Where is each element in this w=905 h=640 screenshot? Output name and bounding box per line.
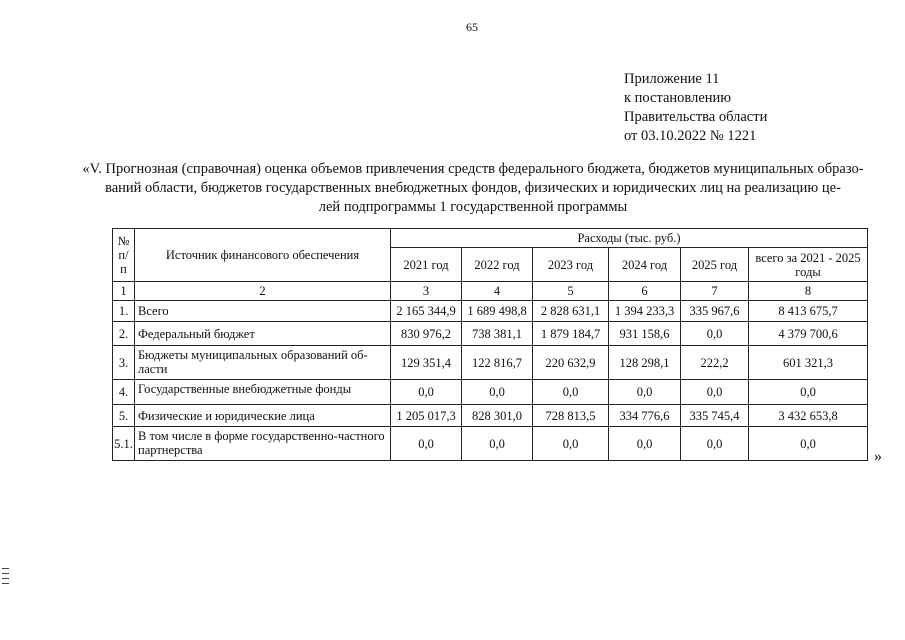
cell-2023: 0,0	[533, 427, 609, 461]
appendix-line: к постановлению	[624, 90, 732, 106]
cell-2025: 0,0	[681, 322, 749, 346]
cell-2024: 1 394 233,3	[609, 301, 681, 322]
cell-2021: 830 976,2	[391, 322, 462, 346]
cell-total: 4 379 700,6	[749, 322, 868, 346]
cell-2024: 931 158,6	[609, 322, 681, 346]
heading-line: «V. Прогнозная (справочная) оценка объемов привлечения средств федерального бюджета, бюджетов муниципальных образо-	[82, 161, 864, 177]
col-header-total: всего за 2021 - 2025 годы	[749, 248, 868, 282]
col-number: 6	[609, 282, 681, 301]
col-header-source: Источник финансового обеспечения	[135, 229, 391, 282]
row-num: 1.	[113, 301, 135, 322]
cell-total: 3 432 653,8	[749, 405, 868, 427]
row-num: 3.	[113, 346, 135, 380]
cell-2021: 1 205 017,3	[391, 405, 462, 427]
cell-2024: 128 298,1	[609, 346, 681, 380]
section-heading	[62, 160, 884, 217]
cell-2021: 129 351,4	[391, 346, 462, 380]
row-source: Федеральный бюджет	[135, 322, 391, 346]
scan-margin-marks	[2, 568, 9, 588]
cell-2025: 335 745,4	[681, 405, 749, 427]
col-header-num: № п/п	[113, 229, 135, 282]
col-header-year: 2021 год	[391, 248, 462, 282]
cell-total: 0,0	[749, 380, 868, 405]
heading-line: ваний области, бюджетов государственных внебюджетных фондов, физических и юридических лиц на реализацию це-	[105, 180, 841, 196]
col-header-year: 2025 год	[681, 248, 749, 282]
cell-2025: 335 967,6	[681, 301, 749, 322]
cell-2024: 334 776,6	[609, 405, 681, 427]
col-number: 5	[533, 282, 609, 301]
col-header-year: 2023 год	[533, 248, 609, 282]
row-num: 2.	[113, 322, 135, 346]
cell-2022: 738 381,1	[462, 322, 533, 346]
table-row	[113, 380, 868, 405]
table-row	[113, 346, 868, 380]
col-number: 3	[391, 282, 462, 301]
table-row	[113, 301, 868, 322]
row-source: Всего	[135, 301, 391, 322]
row-num: 5.	[113, 405, 135, 427]
col-number: 8	[749, 282, 868, 301]
cell-2021: 0,0	[391, 380, 462, 405]
heading-line: лей подпрограммы 1 государственной программы	[318, 199, 628, 215]
cell-2023: 728 813,5	[533, 405, 609, 427]
col-header-year: 2022 год	[462, 248, 533, 282]
cell-2023: 0,0	[533, 380, 609, 405]
cell-2022: 1 689 498,8	[462, 301, 533, 322]
cell-2021: 0,0	[391, 427, 462, 461]
table-row	[113, 405, 868, 427]
cell-2023: 2 828 631,1	[533, 301, 609, 322]
cell-2025: 0,0	[681, 380, 749, 405]
col-header-expenses: Расходы (тыс. руб.)	[391, 229, 868, 248]
col-number: 7	[681, 282, 749, 301]
cell-2024: 0,0	[609, 427, 681, 461]
row-source: Физические и юридические лица	[135, 405, 391, 427]
row-num: 5.1.	[113, 427, 135, 461]
row-source: В том числе в форме государственно-частного партнерства	[135, 427, 391, 461]
table-row	[113, 322, 868, 346]
financing-table	[112, 228, 868, 461]
cell-2022: 122 816,7	[462, 346, 533, 380]
appendix-block	[624, 70, 767, 146]
cell-2023: 220 632,9	[533, 346, 609, 380]
row-num: 4.	[113, 380, 135, 405]
cell-2022: 0,0	[462, 427, 533, 461]
cell-2025: 222,2	[681, 346, 749, 380]
cell-2023: 1 879 184,7	[533, 322, 609, 346]
appendix-line: Правительства области	[624, 109, 768, 125]
row-source: Бюджеты муниципальных образований об-ласти	[135, 346, 391, 380]
cell-2024: 0,0	[609, 380, 681, 405]
appendix-date: от 03.10.2022 № 1221	[624, 128, 757, 144]
col-number: 4	[462, 282, 533, 301]
table-row	[113, 427, 868, 461]
closing-quote: »	[874, 448, 882, 465]
col-number: 2	[135, 282, 391, 301]
cell-total: 0,0	[749, 427, 868, 461]
col-number: 1	[113, 282, 135, 301]
cell-2021: 2 165 344,9	[391, 301, 462, 322]
appendix-title: Приложение 11	[624, 71, 720, 87]
row-source: Государственные внебюджетные фонды	[135, 380, 391, 405]
page-number: 65	[466, 20, 478, 34]
cell-total: 601 321,3	[749, 346, 868, 380]
cell-2022: 0,0	[462, 380, 533, 405]
cell-total: 8 413 675,7	[749, 301, 868, 322]
cell-2022: 828 301,0	[462, 405, 533, 427]
col-header-year: 2024 год	[609, 248, 681, 282]
cell-2025: 0,0	[681, 427, 749, 461]
